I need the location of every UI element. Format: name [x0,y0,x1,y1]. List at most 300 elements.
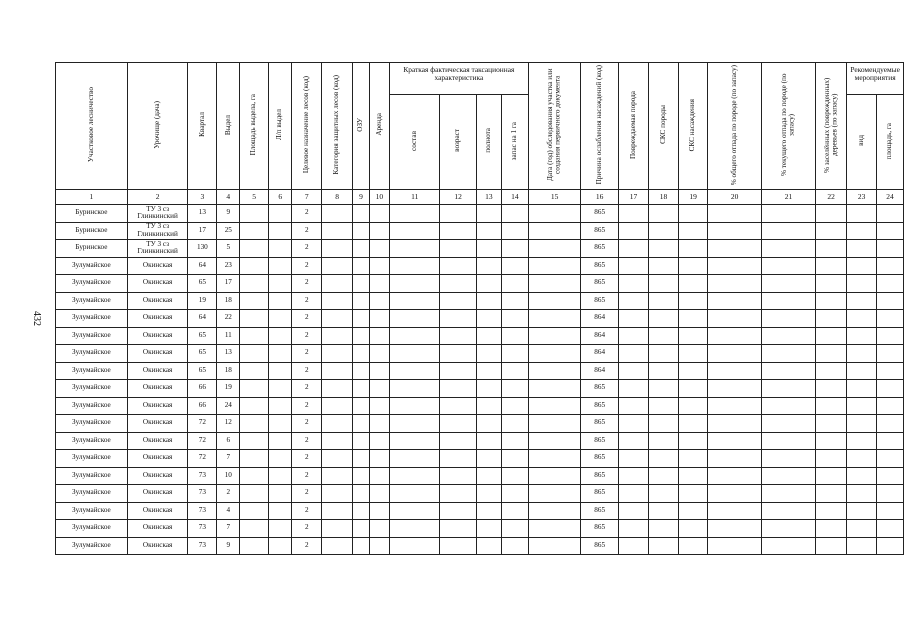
cell-empty [847,222,877,240]
cell-empty [847,205,877,223]
cell-empty [369,362,389,380]
cell-empty [762,432,816,450]
cell-empty [389,345,440,363]
cell-empty [648,380,678,398]
cell-forestry: Зулумайское [56,345,128,363]
cell-cause-code: 865 [581,205,619,223]
cell-empty [528,450,581,468]
cell-forestry: Буринское [56,240,128,258]
cell-empty [440,275,476,293]
cell-empty [240,432,269,450]
cell-quarter: 66 [188,397,217,415]
header-measures-group: Рекомендуемые мероприятия [847,63,904,95]
cell-empty [353,520,369,538]
cell-empty [240,257,269,275]
cell-forestry: Зулумайское [56,362,128,380]
cell-empty [528,415,581,433]
cell-empty [389,222,440,240]
cell-empty [389,257,440,275]
cell-empty [648,450,678,468]
cell-empty [762,450,816,468]
cell-empty [353,362,369,380]
cell-empty [618,380,648,398]
cell-empty [618,222,648,240]
cell-empty [476,537,501,555]
cell-empty [847,345,877,363]
cell-empty [476,450,501,468]
cell-empty [816,257,847,275]
cell-forestry: Зулумайское [56,537,128,555]
cell-empty [648,310,678,328]
cell-plot: 9 [217,205,240,223]
cell-empty [268,432,291,450]
cell-empty [679,345,708,363]
cell-empty [268,537,291,555]
cell-empty [240,310,269,328]
cell-empty [268,467,291,485]
cell-empty [353,415,369,433]
cell-empty [877,275,904,293]
cell-empty [528,485,581,503]
cell-empty [679,327,708,345]
cell-empty [816,205,847,223]
cell-empty [816,222,847,240]
cell-empty [322,520,353,538]
cell-empty [648,275,678,293]
cell-empty [389,502,440,520]
table-row [56,432,904,450]
cell-empty [679,205,708,223]
column-number: 7 [292,190,322,205]
header-weakening-cause: Причина ослабления насаждений (код) [581,63,619,190]
cell-empty [708,520,762,538]
cell-empty [618,292,648,310]
cell-empty [322,292,353,310]
header-survey-date: Дата (год) обследования участка или создания первичного документа [528,63,581,190]
cell-forestry: Зулумайское [56,415,128,433]
cell-empty [353,327,369,345]
cell-empty [528,310,581,328]
cell-empty [501,310,528,328]
cell-empty [440,450,476,468]
cell-empty [501,450,528,468]
cell-empty [501,397,528,415]
cell-empty [708,432,762,450]
cell-cause-code: 865 [581,380,619,398]
cell-empty [389,275,440,293]
cell-plot: 23 [217,257,240,275]
cell-empty [501,502,528,520]
cell-empty [476,275,501,293]
cell-empty [240,327,269,345]
cell-empty [708,275,762,293]
cell-plot: 2 [217,485,240,503]
cell-empty [816,397,847,415]
cell-empty [877,205,904,223]
cell-empty [708,450,762,468]
cell-empty [440,327,476,345]
cell-empty [501,362,528,380]
cell-empty [268,397,291,415]
cell-empty [847,257,877,275]
table-row [56,327,904,345]
cell-empty [708,292,762,310]
cell-empty [708,485,762,503]
cell-empty [847,240,877,258]
cell-empty [816,380,847,398]
cell-purpose-code: 2 [292,222,322,240]
cell-empty [322,345,353,363]
cell-empty [268,502,291,520]
table-row [56,345,904,363]
cell-empty [240,380,269,398]
cell-forestry: Зулумайское [56,292,128,310]
cell-empty [440,292,476,310]
cell-empty [708,537,762,555]
cell-empty [648,432,678,450]
table-header [56,63,904,205]
cell-empty [877,327,904,345]
cell-empty [816,520,847,538]
cell-empty [322,240,353,258]
cell-empty [353,275,369,293]
cell-plot: 4 [217,502,240,520]
cell-empty [847,432,877,450]
forest-survey-table [55,62,904,555]
cell-purpose-code: 2 [292,292,322,310]
cell-empty [762,327,816,345]
cell-empty [679,292,708,310]
cell-empty [389,362,440,380]
cell-tract: Окинская [127,432,188,450]
cell-empty [679,485,708,503]
cell-empty [440,380,476,398]
cell-empty [847,292,877,310]
cell-purpose-code: 2 [292,537,322,555]
header-ozu: ОЗУ [353,63,369,190]
table-row [56,362,904,380]
cell-empty [648,502,678,520]
cell-empty [501,222,528,240]
cell-empty [618,415,648,433]
header-protection-category: Категория защитных лесов (код) [322,63,353,190]
cell-empty [476,520,501,538]
column-number: 4 [217,190,240,205]
cell-empty [762,205,816,223]
cell-empty [240,537,269,555]
cell-empty [816,537,847,555]
cell-tract: Окинская [127,450,188,468]
cell-empty [322,432,353,450]
cell-empty [369,275,389,293]
header-infested-trees: % заселённых (поврежденных) деревьев (по запасу) [816,63,847,190]
cell-empty [618,520,648,538]
column-number: 16 [581,190,619,205]
cell-cause-code: 864 [581,327,619,345]
cell-forestry: Зулумайское [56,275,128,293]
cell-empty [440,257,476,275]
cell-empty [847,485,877,503]
cell-empty [353,450,369,468]
table-row [56,310,904,328]
cell-empty [353,240,369,258]
cell-empty [618,485,648,503]
cell-empty [476,362,501,380]
column-number: 12 [440,190,476,205]
cell-empty [369,222,389,240]
cell-empty [353,485,369,503]
cell-plot: 18 [217,292,240,310]
cell-empty [528,257,581,275]
cell-empty [618,345,648,363]
cell-cause-code: 865 [581,450,619,468]
cell-purpose-code: 2 [292,432,322,450]
cell-cause-code: 865 [581,537,619,555]
cell-quarter: 13 [188,205,217,223]
cell-empty [679,415,708,433]
cell-quarter: 65 [188,327,217,345]
column-number: 6 [268,190,291,205]
table-row [56,397,904,415]
table-row [56,450,904,468]
column-number: 11 [389,190,440,205]
cell-empty [322,467,353,485]
cell-empty [353,257,369,275]
cell-empty [618,327,648,345]
column-number: 3 [188,190,217,205]
cell-tract: Окинская [127,537,188,555]
cell-empty [440,362,476,380]
cell-empty [528,327,581,345]
cell-empty [816,467,847,485]
table-row [56,240,904,258]
column-number: 24 [877,190,904,205]
cell-empty [528,205,581,223]
cell-empty [240,502,269,520]
cell-empty [440,415,476,433]
cell-empty [369,327,389,345]
cell-empty [618,397,648,415]
cell-empty [440,502,476,520]
cell-empty [618,432,648,450]
cell-quarter: 19 [188,292,217,310]
cell-empty [877,415,904,433]
cell-empty [353,432,369,450]
cell-empty [847,502,877,520]
cell-empty [476,485,501,503]
column-number: 13 [476,190,501,205]
cell-empty [679,222,708,240]
cell-empty [369,205,389,223]
cell-empty [877,520,904,538]
cell-empty [708,240,762,258]
header-lp-plot: Л/п выдел [268,63,291,190]
header-density: полнота [476,95,501,190]
cell-empty [501,257,528,275]
cell-empty [268,240,291,258]
cell-empty [501,327,528,345]
cell-empty [877,502,904,520]
cell-empty [369,502,389,520]
cell-quarter: 73 [188,537,217,555]
cell-empty [648,345,678,363]
cell-empty [322,415,353,433]
cell-empty [648,485,678,503]
column-number: 2 [127,190,188,205]
cell-cause-code: 864 [581,310,619,328]
cell-empty [816,432,847,450]
cell-empty [679,240,708,258]
cell-empty [322,310,353,328]
cell-empty [268,327,291,345]
cell-empty [679,450,708,468]
cell-tract: Окинская [127,520,188,538]
cell-empty [847,415,877,433]
cell-empty [240,222,269,240]
column-number: 10 [369,190,389,205]
cell-empty [877,537,904,555]
cell-empty [762,467,816,485]
cell-empty [240,205,269,223]
cell-empty [476,415,501,433]
cell-tract: Окинская [127,415,188,433]
cell-tract: Окинская [127,362,188,380]
table-row [56,415,904,433]
cell-empty [240,520,269,538]
cell-empty [389,467,440,485]
cell-empty [353,467,369,485]
header-measure-type: вид [847,95,877,190]
cell-empty [440,432,476,450]
header-lease: Аренда [369,63,389,190]
cell-empty [528,275,581,293]
cell-empty [476,397,501,415]
cell-empty [679,257,708,275]
cell-empty [389,310,440,328]
cell-empty [268,415,291,433]
cell-plot: 5 [217,240,240,258]
cell-empty [322,327,353,345]
cell-empty [369,450,389,468]
cell-empty [816,450,847,468]
cell-empty [648,292,678,310]
cell-empty [501,345,528,363]
cell-forestry: Буринское [56,205,128,223]
table-row [56,222,904,240]
cell-empty [762,362,816,380]
cell-empty [679,397,708,415]
cell-empty [322,222,353,240]
cell-empty [708,415,762,433]
cell-empty [501,467,528,485]
cell-empty [322,362,353,380]
cell-empty [369,520,389,538]
cell-empty [322,380,353,398]
cell-empty [847,275,877,293]
cell-empty [708,380,762,398]
cell-empty [476,240,501,258]
column-number: 21 [762,190,816,205]
cell-empty [268,292,291,310]
cell-empty [528,240,581,258]
cell-empty [440,240,476,258]
cell-cause-code: 865 [581,485,619,503]
cell-empty [816,502,847,520]
cell-empty [679,362,708,380]
cell-plot: 19 [217,380,240,398]
cell-empty [369,292,389,310]
cell-quarter: 66 [188,380,217,398]
cell-empty [679,502,708,520]
cell-empty [369,380,389,398]
cell-empty [322,485,353,503]
cell-empty [353,397,369,415]
cell-empty [816,310,847,328]
cell-empty [528,520,581,538]
cell-empty [268,520,291,538]
cell-empty [440,345,476,363]
cell-purpose-code: 2 [292,450,322,468]
cell-empty [240,415,269,433]
cell-empty [528,222,581,240]
column-number: 8 [322,190,353,205]
cell-empty [240,240,269,258]
cell-empty [618,450,648,468]
cell-empty [476,222,501,240]
column-number: 1 [56,190,128,205]
cell-empty [476,467,501,485]
table-row [56,292,904,310]
cell-empty [240,275,269,293]
cell-empty [648,537,678,555]
cell-empty [648,397,678,415]
cell-empty [679,310,708,328]
cell-empty [268,222,291,240]
cell-empty [708,467,762,485]
column-number: 9 [353,190,369,205]
table-row [56,537,904,555]
cell-empty [847,467,877,485]
cell-empty [762,275,816,293]
cell-empty [762,345,816,363]
cell-purpose-code: 2 [292,415,322,433]
cell-empty [877,345,904,363]
cell-empty [762,520,816,538]
cell-empty [679,275,708,293]
cell-empty [268,310,291,328]
header-stock: запас на 1 га [501,95,528,190]
cell-empty [389,432,440,450]
cell-forestry: Зулумайское [56,432,128,450]
column-number: 19 [679,190,708,205]
cell-empty [708,362,762,380]
cell-tract: Окинская [127,380,188,398]
cell-tract: Окинская [127,485,188,503]
cell-empty [762,240,816,258]
cell-empty [369,467,389,485]
cell-tract: ТУ 3 сз Глинкинский [127,205,188,223]
cell-empty [528,292,581,310]
cell-empty [528,432,581,450]
cell-cause-code: 865 [581,432,619,450]
cell-tract: ТУ 3 сз Глинкинский [127,240,188,258]
cell-empty [353,292,369,310]
cell-empty [648,415,678,433]
cell-cause-code: 865 [581,397,619,415]
cell-empty [877,257,904,275]
header-current-dieback: % текущего отпада по породе (по запасу) [762,63,816,190]
cell-plot: 7 [217,450,240,468]
